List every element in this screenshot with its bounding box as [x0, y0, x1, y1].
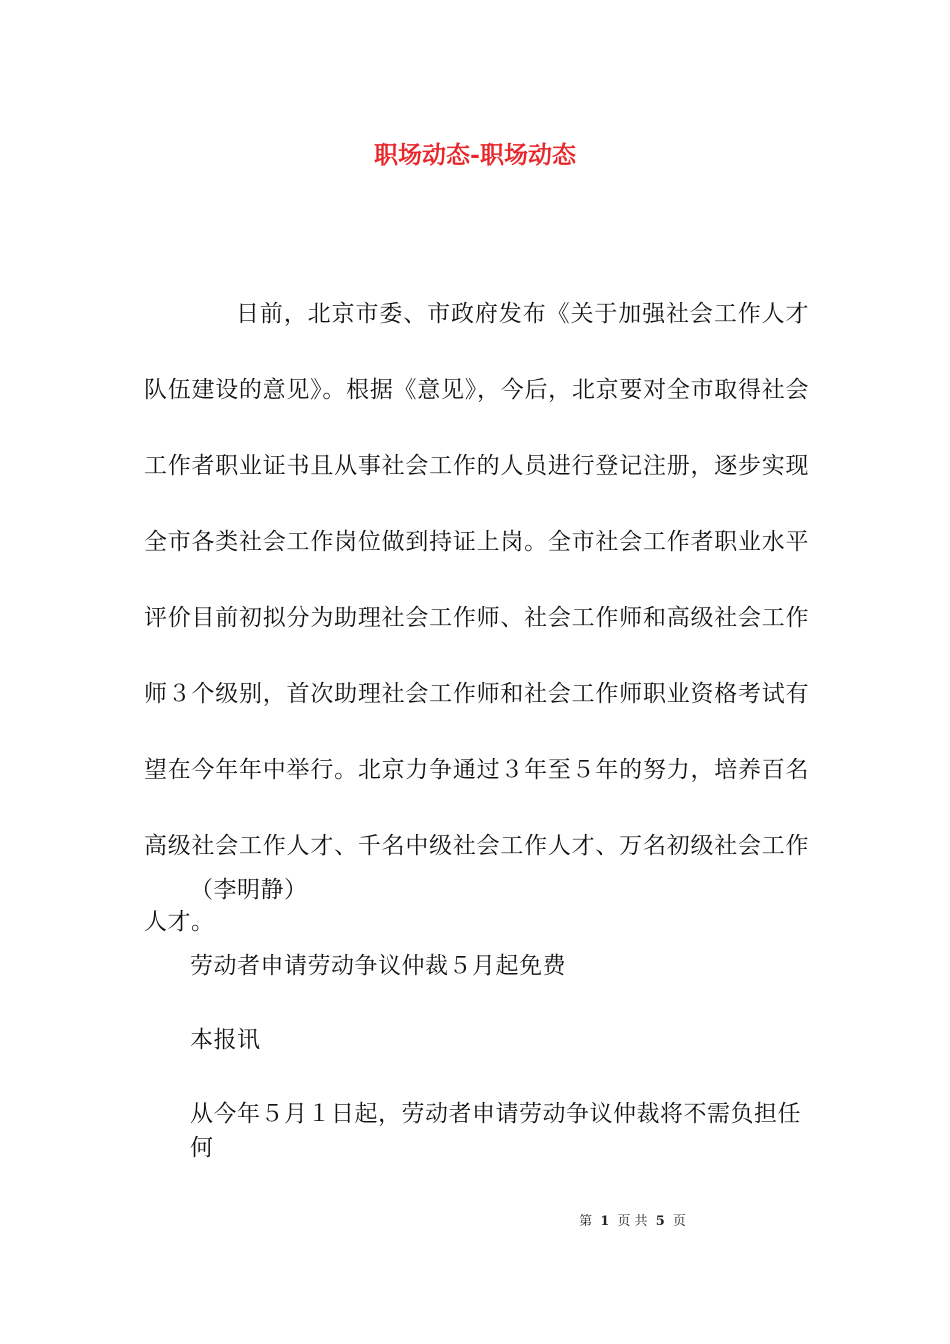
footer-prefix: 第 [579, 1214, 593, 1229]
body-paragraph-1: 日前，北京市委、市政府发布《关于加强社会工作人才队伍建设的意见》。根据《意见》，今后，北京要对全市取得社会工作者职业证书且从事社会工作的人员进行登记注册，逐步实现全市各类社会工作岗位做到持证上岗。全市社会工作者职业水平评价目前初拟分为助理社会工作师、社会工作师和高级社会工作师３个级别，首次助理社会工作师和社会工作师职业资格考试有望在今年年中举行。北京力争通过３年至５年的努力，培养百名高级社会工作人才、千名中级社会工作人才、万名初级社会工作人才。 [144, 301, 809, 935]
body-paragraph-2: 从今年５月１日起，劳动者申请劳动争议仲裁将不需负担任何 [190, 1101, 801, 1161]
footer-middle: 页 共 [617, 1214, 648, 1229]
document-title: 职场动态-职场动态 [374, 140, 576, 169]
footer-total-pages: 5 [655, 1214, 665, 1229]
page-footer [0, 1212, 950, 1232]
author-line: （李明静） [190, 877, 308, 903]
subheading: 劳动者申请劳动争议仲裁５月起免费 [190, 953, 566, 979]
footer-current-page: 1 [600, 1214, 610, 1229]
footer-suffix: 页 [672, 1214, 686, 1229]
source-line: 本报讯 [190, 1027, 261, 1053]
